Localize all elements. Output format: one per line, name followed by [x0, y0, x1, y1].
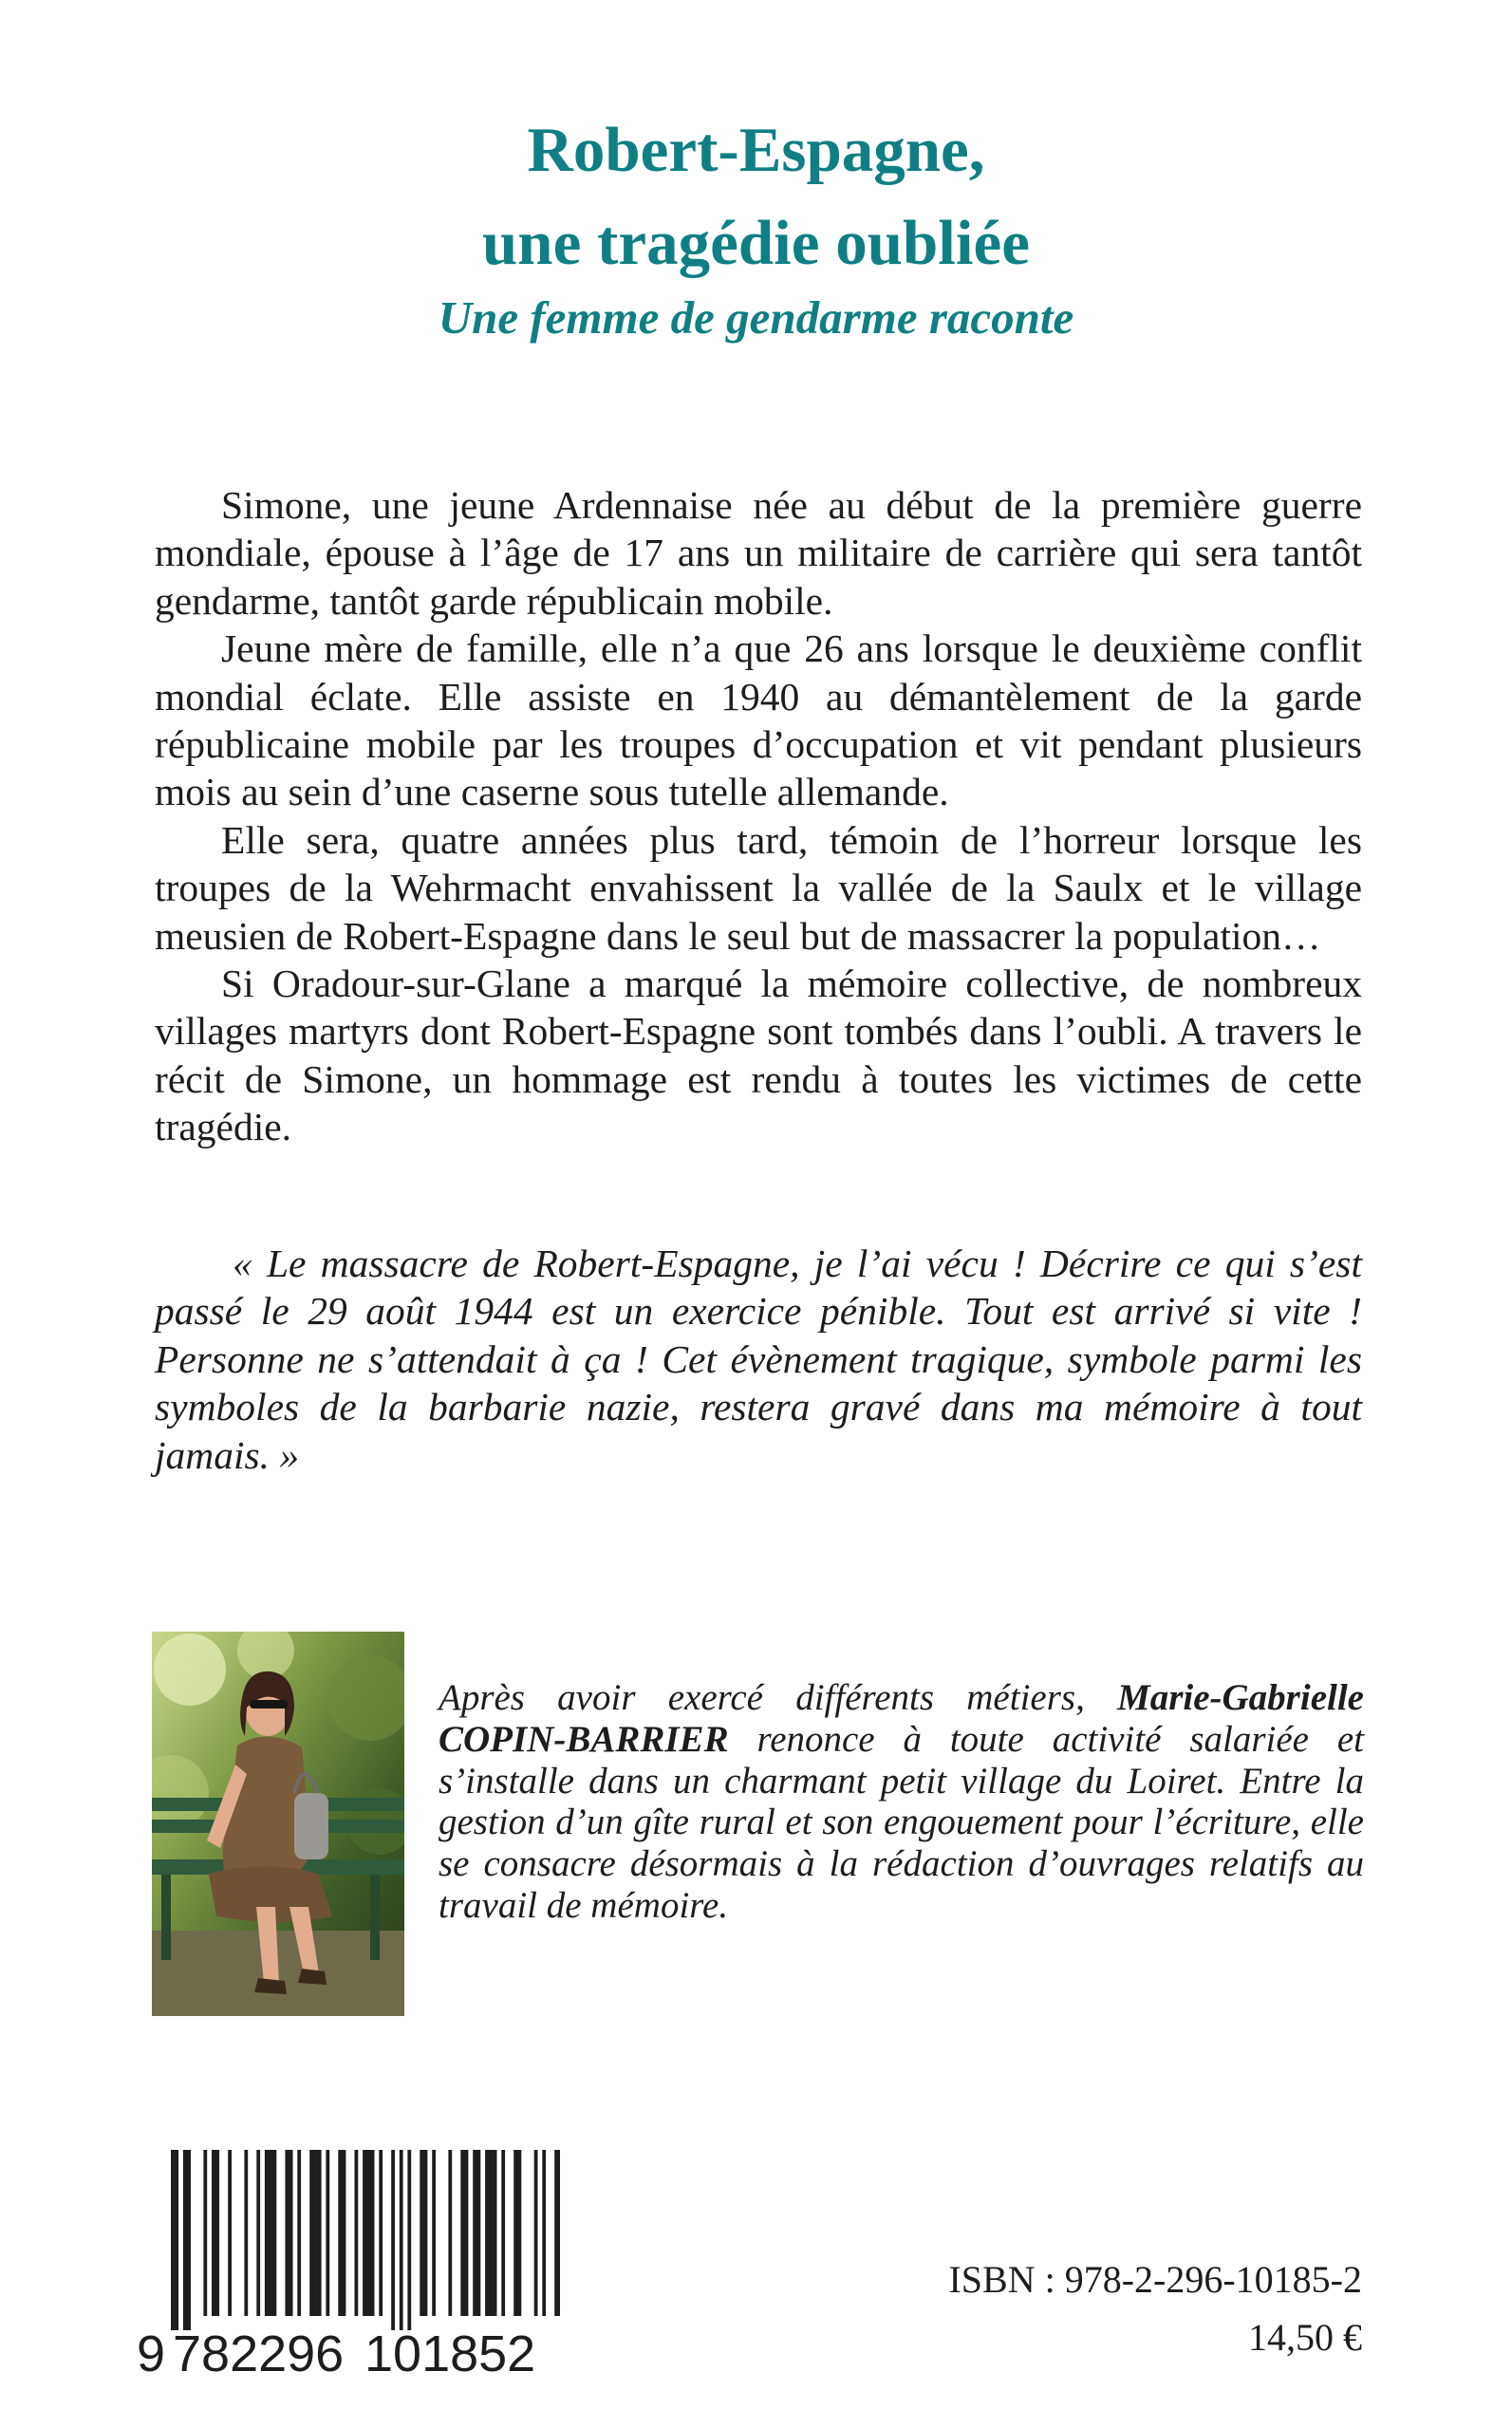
- testimony-quote: « Le massacre de Robert-Espagne, je l’ai vécu ! Décrire ce qui s’est passé le 29 août 1944 est un exercice pénible. Tout est arrivé si vite ! Personne ne s’attendait à ça ! Cet évènement tragique, symbole parmi les symboles de la barbarie nazie, restera gravé dans ma mémoire à tout jamais. »: [155, 1242, 1362, 1477]
- barcode-bar: [391, 2150, 395, 2330]
- book-title-line-1: Robert-Espagne,: [527, 115, 985, 185]
- barcode-bar: [460, 2150, 468, 2316]
- barcode-bar: [432, 2150, 436, 2316]
- barcode-bar: [534, 2150, 538, 2316]
- barcode-bar: [420, 2150, 427, 2316]
- barcode-bar: [400, 2150, 403, 2330]
- barcode-digit-group: 101852: [364, 2325, 536, 2382]
- barcode-bar: [285, 2150, 292, 2316]
- author-bio-text: renonce à toute activité salariée et s’installe dans un charmant petit village du Loiret. Entre la gestion d’un gîte rural et son engouement pour l’écriture, elle se consacre désormais à la rédaction d’ouvrages relatifs au travail de mémoire.: [439, 1718, 1364, 1926]
- barcode-bar: [244, 2150, 248, 2316]
- barcode-bar: [256, 2150, 260, 2316]
- price: 14,50 €: [1248, 2316, 1362, 2359]
- barcode-bar: [183, 2150, 191, 2330]
- barcode-bar: [171, 2150, 178, 2330]
- barcode-bar: [513, 2150, 521, 2316]
- barcode-bar: [297, 2150, 301, 2316]
- barcode-digit-group: 9: [137, 2325, 166, 2382]
- isbn: ISBN : 978-2-296-10185-2: [948, 2258, 1362, 2301]
- barcode-bar: [355, 2150, 359, 2316]
- author-bio-intro: Après avoir exercé différents métiers,: [439, 1677, 1118, 1718]
- barcode-digit-group: 782296: [173, 2325, 345, 2382]
- barcode-bar: [326, 2150, 329, 2316]
- barcode-bar: [501, 2150, 505, 2316]
- barcode-bar: [473, 2150, 480, 2316]
- barcode-bar: [228, 2150, 232, 2316]
- book-subtitle: Une femme de gendarme raconte: [438, 291, 1074, 344]
- barcode-bar: [407, 2150, 411, 2330]
- blurb-paragraph: Simone, une jeune Ardennaise née au début de la première guerre mondiale, épouse à l’âge de 17 ans un militaire de carrière qui sera tantôt gendarme, tantôt garde républicain mobile.: [155, 483, 1362, 623]
- barcode-bar: [338, 2150, 345, 2316]
- barcode-bar: [554, 2150, 560, 2316]
- barcode-bars: [133, 2150, 560, 2330]
- author-photo: [152, 1632, 404, 2016]
- barcode-bar: [485, 2150, 496, 2316]
- barcode-bar: [379, 2150, 383, 2316]
- barcode-bar: [265, 2150, 276, 2316]
- barcode-bar: [203, 2150, 207, 2316]
- author-bio: [439, 1677, 1364, 1927]
- blurb-paragraph: Elle sera, quatre années plus tard, témoin de l’horreur lorsque les troupes de la Wehrmacht envahissent la vallée de la Saulx et le village meusien de Robert-Espagne dans le seul but de massacrer la population…: [155, 817, 1362, 958]
- barcode-bar: [309, 2150, 321, 2316]
- book-title-line-2: une tragédie oubliée: [482, 208, 1030, 278]
- barcode-bar: [363, 2150, 374, 2316]
- barcode-bar: [212, 2150, 219, 2316]
- blurb: [155, 481, 1362, 1151]
- author-name: Marie-Gabrielle COPIN-BARRIER: [439, 1677, 1364, 1760]
- barcode-bar: [542, 2150, 546, 2316]
- blurb-paragraph: Jeune mère de famille, elle n’a que 26 ans lorsque le deuxième conflit mondial éclate. Elle assiste en 1940 au démantèlement de la garde républicaine mobile par les troupes d’occupation et vit pendant plusieurs mois au sein d’une caserne sous tutelle allemande.: [155, 626, 1362, 814]
- barcode-bar: [448, 2150, 452, 2316]
- barcode-digits: [133, 2325, 560, 2382]
- blurb-paragraph: Si Oradour-sur-Glane a marqué la mémoire collective, de nombreux villages martyrs dont Robert-Espagne sont tombés dans l’oubli. A travers le récit de Simone, un hommage est rendu à toutes les victimes de cette tragédie.: [155, 962, 1362, 1149]
